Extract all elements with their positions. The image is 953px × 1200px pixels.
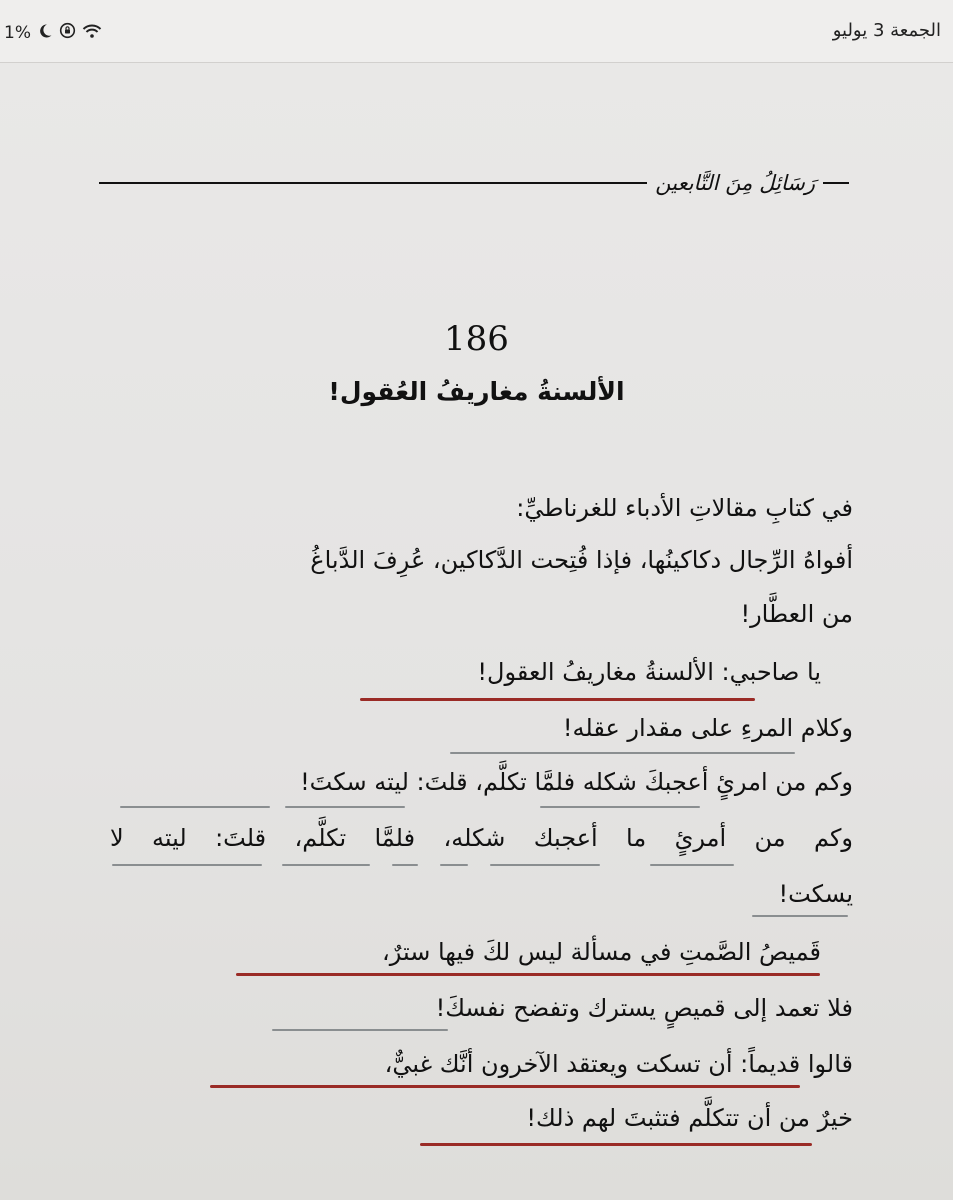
lock-rotation-icon (59, 22, 76, 44)
underline-red (210, 1085, 800, 1088)
body-line: في كتابِ مقالاتِ الأدباء للغرناطيِّ: (516, 494, 853, 522)
running-title: رَسَائِلُ مِنَ التَّابعين (655, 171, 815, 195)
body-line: يا صاحبي: الألسنةُ مغاريفُ العقول! (477, 658, 821, 686)
underline-red (360, 698, 755, 701)
entry-title: الألسنةُ مغاريفُ العُقول! (328, 377, 625, 406)
body-line: وكم من أمرئٍ ما أعجبك شكله، فلمَّا تكلَّم، قلتَ: ليته لا (110, 824, 853, 852)
entry-number: 186 (444, 319, 509, 359)
underline-gray (490, 864, 600, 866)
underline-gray (112, 864, 262, 866)
status-bar (0, 0, 953, 63)
body-line: يسكت! (778, 880, 853, 908)
header-rule-short (823, 182, 849, 184)
underline-gray (120, 806, 270, 808)
underline-gray (392, 864, 418, 866)
body-line: قَميصُ الصَّمتِ في مسألة ليس لكَ فيها سترٌ، (382, 938, 821, 966)
body-line: قالوا قديماً: أن تسكت ويعتقد الآخرون أنَّك غبيٌّ، (384, 1050, 853, 1078)
moon-icon (37, 23, 53, 44)
underline-gray (285, 806, 405, 808)
body-line: أفواهُ الرِّجال دكاكينُها، فإذا فُتِحت الدَّكاكين، عُرِفَ الدَّباغُ (310, 546, 853, 574)
body-line: وكلام المرءِ على مقدار عقله! (562, 714, 853, 742)
status-icons (4, 22, 102, 44)
wifi-icon (82, 23, 102, 44)
running-header (99, 171, 849, 195)
body-line: وكم من امرئٍ أعجبكَ شكله فلمَّا تكلَّم، قلتَ: ليته سكتَ! (300, 768, 853, 796)
body-line: خيرٌ من أن تتكلَّم فتثبتَ لهم ذلك! (526, 1104, 853, 1132)
header-rule (99, 182, 647, 184)
body-line: فلا تعمد إلى قميصٍ يسترك وتفضح نفسكَ! (435, 994, 853, 1022)
underline-gray (272, 1029, 448, 1031)
underline-gray (440, 864, 468, 866)
body-line: من العطَّار! (740, 600, 853, 628)
underline-red (236, 973, 820, 976)
status-date: الجمعة 3 يوليو (832, 20, 941, 41)
underline-gray (450, 752, 795, 754)
underline-gray (650, 864, 734, 866)
book-page (0, 63, 953, 1200)
battery-percent: 1% (4, 23, 31, 43)
underline-gray (752, 915, 848, 917)
underline-red (420, 1143, 812, 1146)
underline-gray (282, 864, 370, 866)
underline-gray (540, 806, 700, 808)
